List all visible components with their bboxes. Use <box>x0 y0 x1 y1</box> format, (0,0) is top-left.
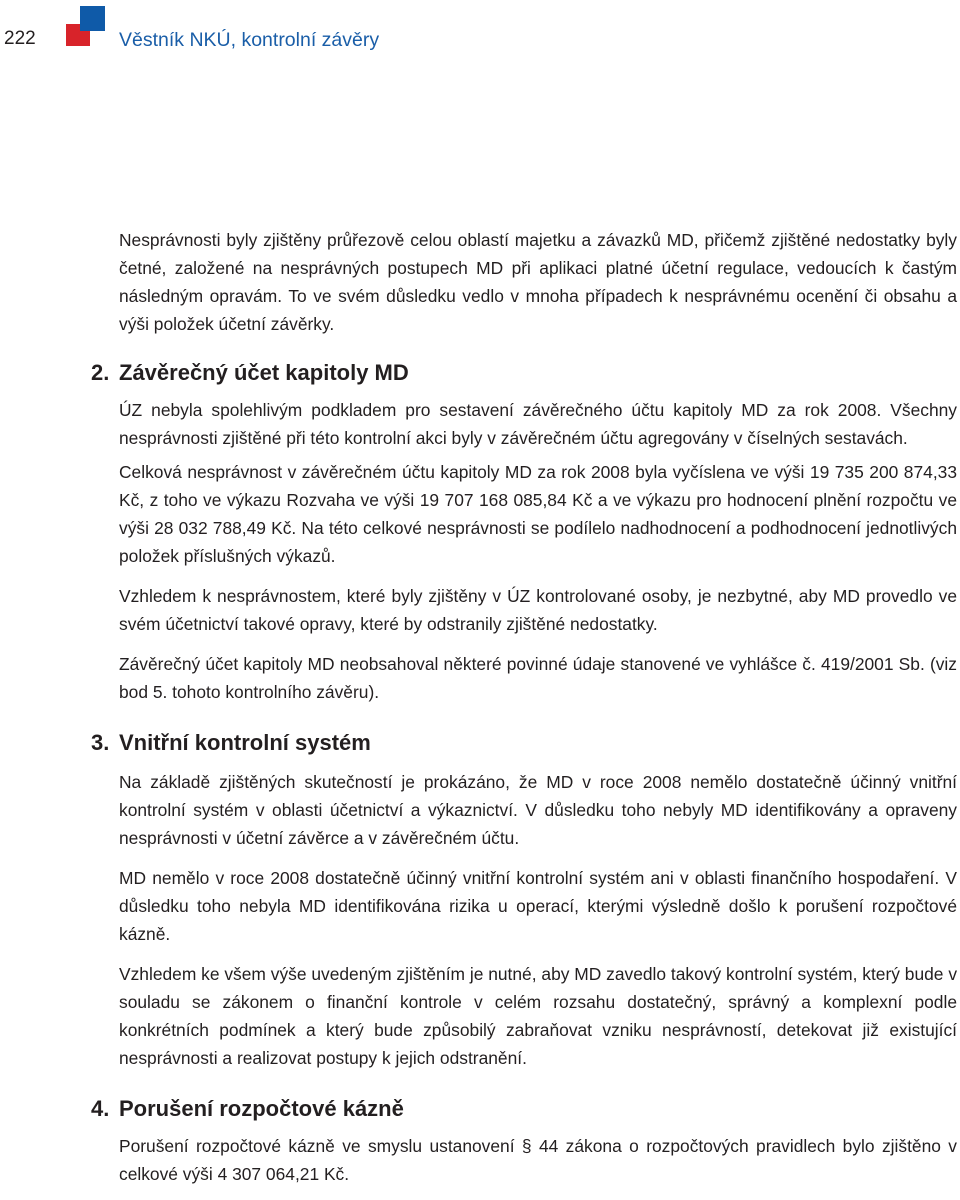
nku-logo <box>66 6 106 46</box>
document-body <box>91 226 958 1200</box>
section-3-number: 3. <box>91 730 110 755</box>
logo-blue-square <box>80 6 105 31</box>
section-2-number: 2. <box>91 360 110 385</box>
section-4-heading <box>91 1094 957 1124</box>
running-title: Věstník NKÚ, kontrolní závěry <box>119 29 380 51</box>
section-3-title: Vnitřní kontrolní systém <box>119 730 371 755</box>
section-2-paragraph: ÚZ nebyla spolehlivým podkladem pro sestavení závěrečného účtu kapitoly MD za rok 2008. Všechny nesprávnosti zjištěné při této kontrolní akci byly v závěrečném účtu agregovány v číselných sestavách. <box>119 400 957 448</box>
intro-paragraph: Nesprávnosti byly zjištěny průřezově celou oblastí majetku a závazků MD, přičemž zjištěné nedostatky byly četné, založené na nesprávných postupech MD při aplikaci platné účetní regulace, vedoucích k častým následným opravám. To ve svém důsledku vedlo v mnoha případech k nesprávnému ocenění či obsahu a výši položek účetní závěrky. <box>119 230 957 334</box>
page-header <box>0 0 960 80</box>
section-4-paragraph: Porušení rozpočtové kázně ve smyslu ustanovení § 44 zákona o rozpočtových pravidlech bylo zjištěno v celkové výši 4 307 064,21 Kč. <box>119 1136 957 1184</box>
page-number: 222 <box>4 28 36 49</box>
section-2-heading <box>91 358 957 388</box>
section-3-paragraph: Na základě zjištěných skutečností je prokázáno, že MD v roce 2008 nemělo dostatečně účinný vnitřní kontrolní systém v oblasti účetnictví a výkaznictví. V důsledku toho nebyly MD identifikovány a opraveny nesprávnosti v účetní závěrce a v závěrečném účtu. <box>119 772 957 848</box>
section-4-title: Porušení rozpočtové kázně <box>119 1096 404 1121</box>
section-2-title: Závěrečný účet kapitoly MD <box>119 360 409 385</box>
section-3-paragraph: MD nemělo v roce 2008 dostatečně účinný vnitřní kontrolní systém ani v oblasti finančního hospodaření. V důsledku toho nebyla MD identifikována rizika u operací, kterými výsledně došlo k porušení rozpočtové kázně. <box>119 868 957 944</box>
section-2-paragraph: Celková nesprávnost v závěrečném účtu kapitoly MD za rok 2008 byla vyčíslena ve výši 19 735 200 874,33 Kč, z toho ve výkazu Rozvaha ve výši 19 707 168 085,84 Kč a ve výkazu pro hodnocení plnění rozpočtu ve výši 28 032 788,49 Kč. Na této celkové nesprávnosti se podílelo nadhodnocení a podhodnocení jednotlivých položek příslušných výkazů. <box>119 462 957 566</box>
section-4-number: 4. <box>91 1096 110 1121</box>
section-3-paragraph: Vzhledem ke všem výše uvedeným zjištěním je nutné, aby MD zavedlo takový kontrolní systém, který bude v souladu se zákonem o finanční kontrole v celém rozsahu dostatečný, správný a komplexní podle konkrétních podmínek a který bude způsobilý zabraňovat vzniku nesprávností, detekovat již existující nesprávnosti a realizovat postupy k jejich odstranění. <box>119 964 958 1068</box>
section-2-paragraph: Vzhledem k nesprávnostem, které byly zjištěny v ÚZ kontrolované osoby, je nezbytné, aby MD provedlo ve svém účetnictví takové opravy, které by odstranily zjištěné nedostatky. <box>119 586 957 634</box>
section-2-paragraph: Závěrečný účet kapitoly MD neobsahoval některé povinné údaje stanovené ve vyhlášce č. 419/2001 Sb. (viz bod 5. tohoto kontrolního závěru). <box>119 654 957 702</box>
section-3-heading <box>91 728 957 758</box>
